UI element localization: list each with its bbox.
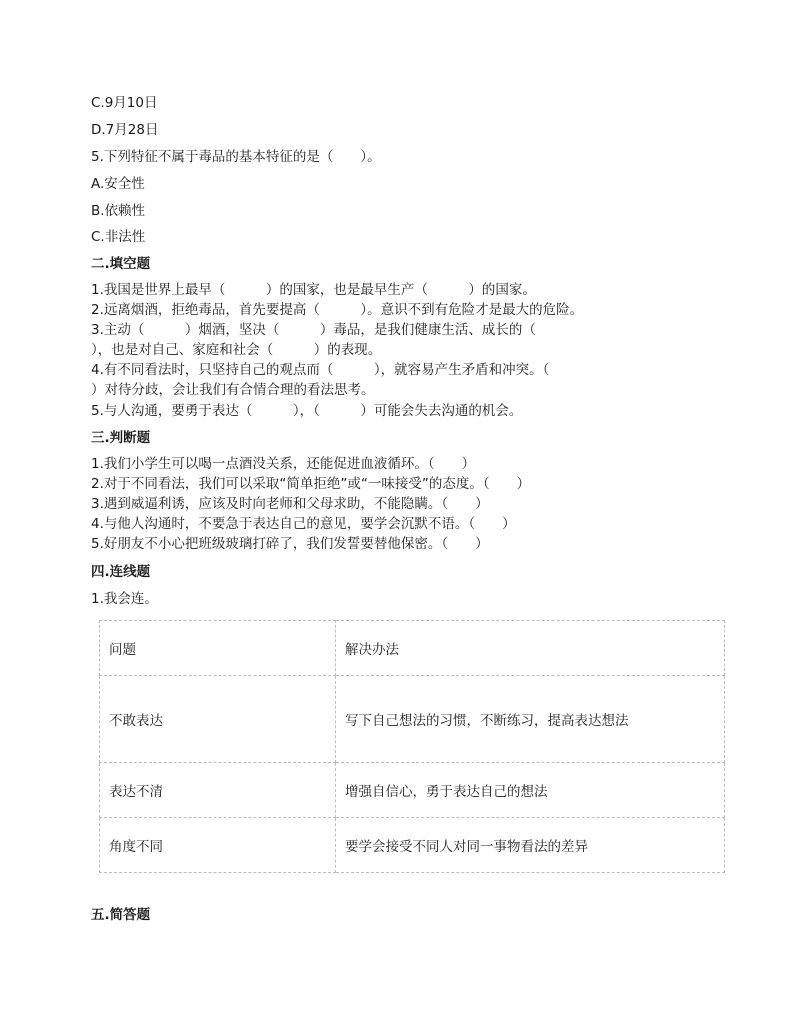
judge-question-5: 5.好朋友不小心把班级玻璃打碎了，我们发誓要替他保密。（ ） [91,536,489,552]
fill-question-5: 5.与人沟通，要勇于表达（ ），（ ）可能会失去沟通的机会。 [91,403,523,419]
table-cell-solution: 增强自信心，勇于表达自己的想法 [336,763,725,818]
table-row [100,621,725,676]
fill-question-4: 4.有不同看法时，只坚持自己的观点而（ ），就容易产生矛盾和冲突。（ [91,362,550,378]
table-cell-problem: 角度不同 [100,818,336,873]
section-5-heading: 五.简答题 [91,907,151,923]
line-option-c-date: C.9月10日 [91,95,158,111]
section-4-heading: 四.连线题 [91,564,151,580]
table-header-problem: 问题 [100,621,336,676]
section-2-heading: 二.填空题 [91,256,151,272]
table-row [100,676,725,763]
table-row [100,818,725,873]
fill-question-1: 1.我国是世界上最早（ ）的国家，也是最早生产（ ）的国家。 [91,282,536,298]
table-cell-problem: 表达不清 [100,763,336,818]
judge-question-4: 4.与他人沟通时，不要急于表达自己的意见，要学会沉默不语。（ ） [91,516,516,532]
fill-question-3: 3.主动（ ）烟酒，坚决（ ）毒品，是我们健康生活、成长的（ [91,322,536,338]
table-cell-solution: 要学会接受不同人对同一事物看法的差异 [336,818,725,873]
option-c: C.非法性 [91,229,146,245]
option-b: B.依赖性 [91,203,146,219]
fill-question-3-cont: ），也是对自己、家庭和社会（ ）的表现。 [91,342,382,358]
option-a: A.安全性 [91,176,145,192]
judge-question-3: 3.遇到威逼利诱，应该及时向老师和父母求助，不能隐瞒。（ ） [91,496,489,512]
matching-table [99,620,725,873]
table-cell-solution: 写下自己想法的习惯，不断练习，提高表达想法 [336,676,725,763]
table-header-solution: 解决办法 [336,621,725,676]
fill-question-4-cont: ）对待分歧，会让我们有合情合理的看法思考。 [91,382,375,398]
line-option-d-date: D.7月28日 [91,122,159,138]
table-row [100,763,725,818]
judge-question-2: 2.对于不同看法，我们可以采取“简单拒绝”或“一味接受”的态度。（ ） [91,476,531,492]
matching-question-1: 1.我会连。 [91,591,158,607]
judge-question-1: 1.我们小学生可以喝一点酒没关系，还能促进血液循环。（ ） [91,456,476,472]
table-cell-problem: 不敢表达 [100,676,336,763]
fill-question-2: 2.远离烟酒，拒绝毒品，首先要提高（ ）。意识不到有危险才是最大的危险。 [91,302,584,318]
section-3-heading: 三.判断题 [91,430,151,446]
question-5-stem: 5.下列特征不属于毒品的基本特征的是（ ）。 [91,149,381,165]
